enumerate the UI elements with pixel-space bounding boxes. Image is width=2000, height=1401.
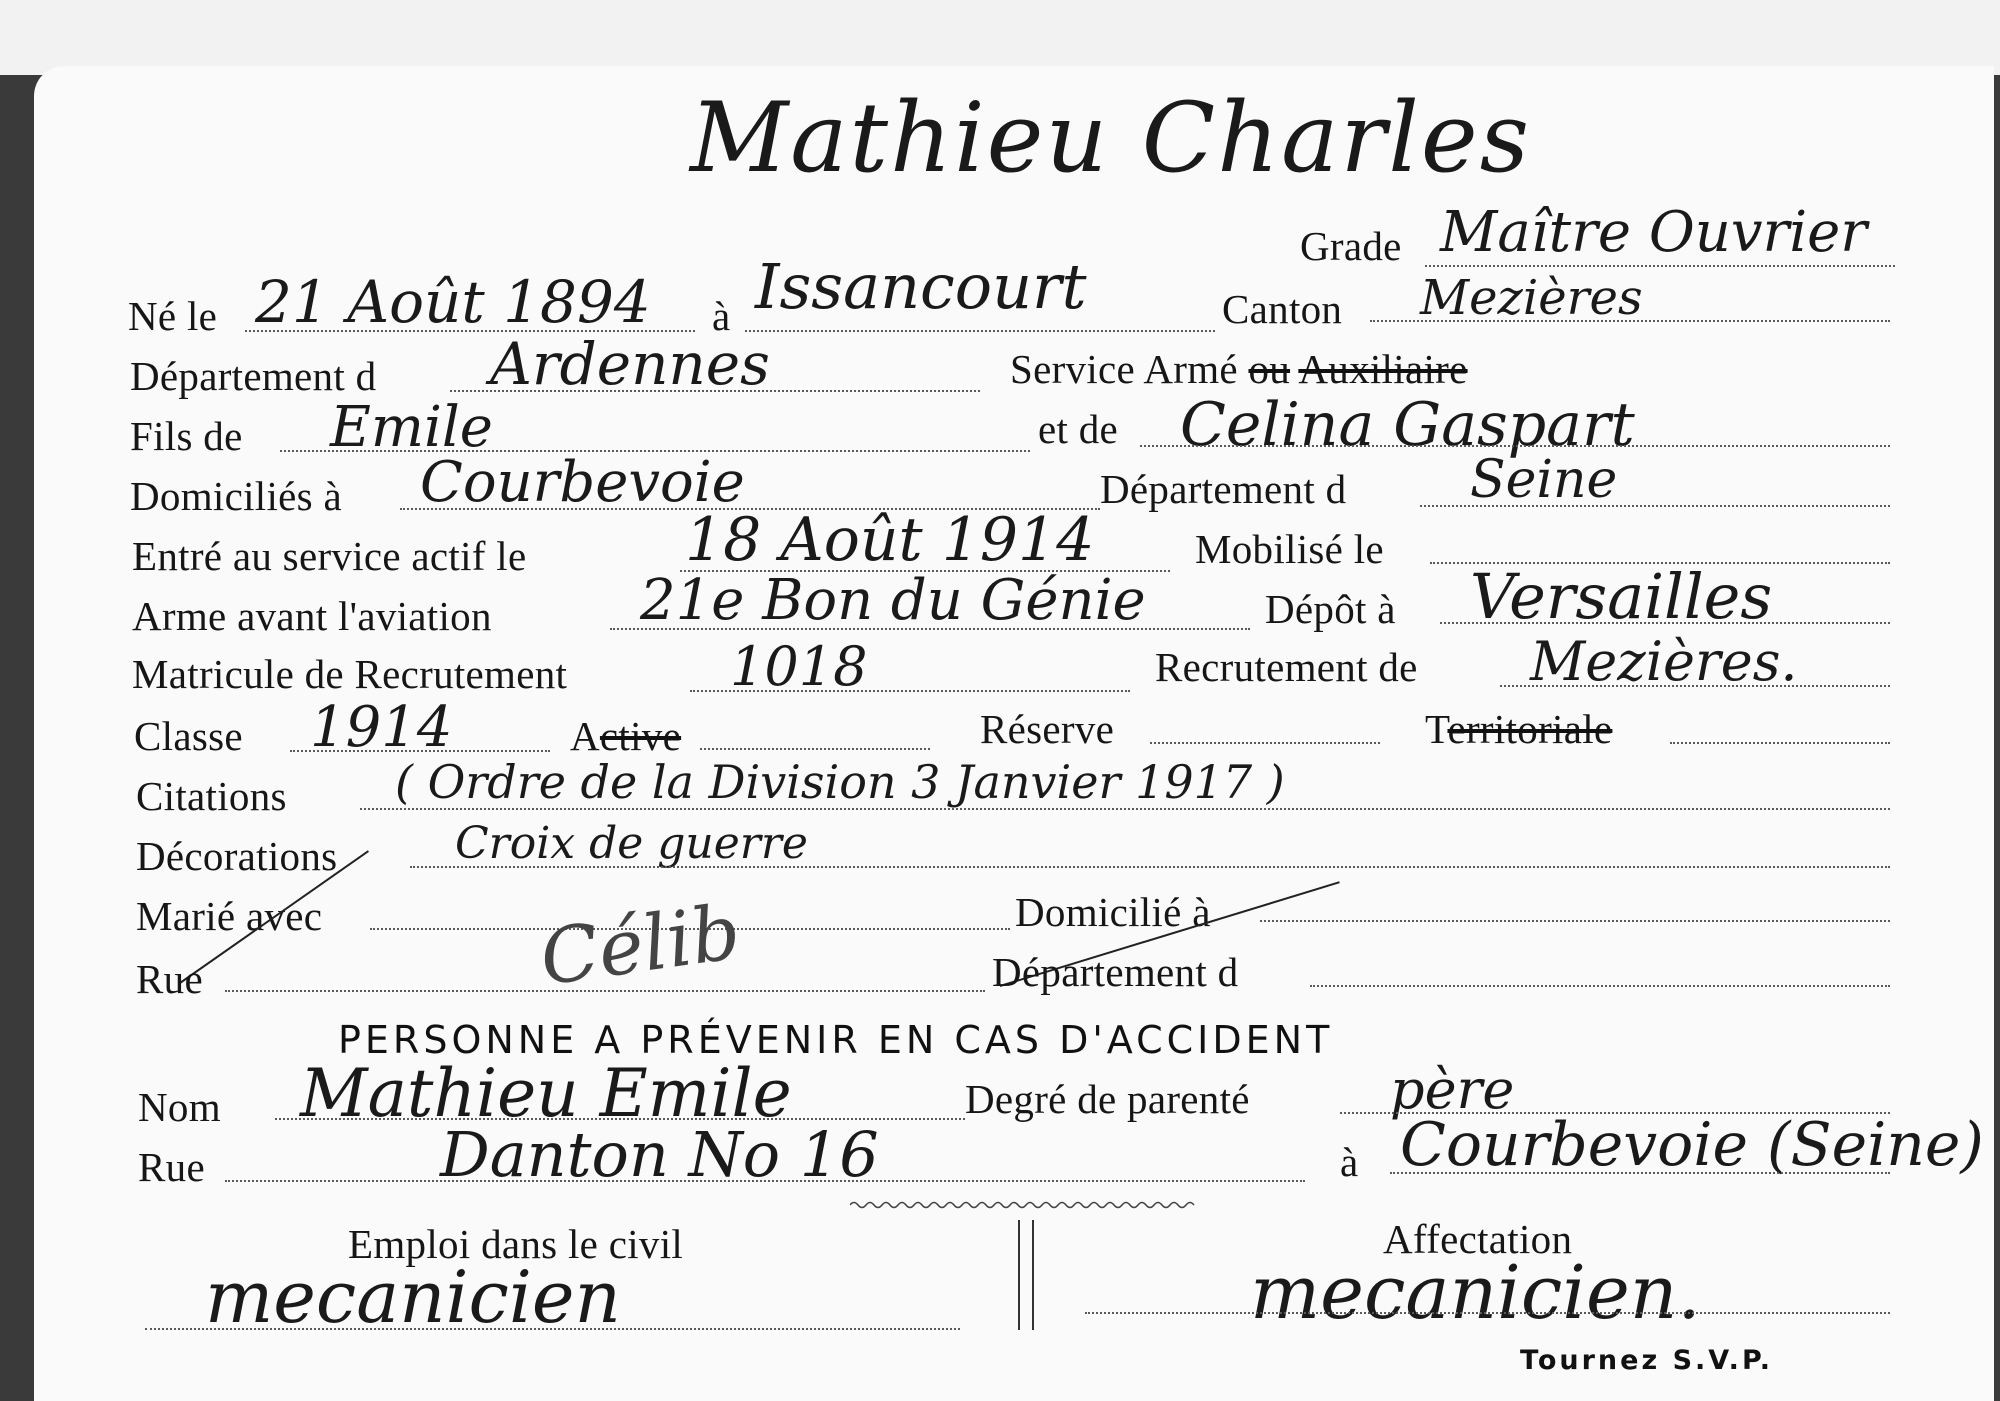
reserve-label: Réserve bbox=[980, 706, 1115, 752]
territorial-line bbox=[1670, 742, 1890, 744]
citations-line bbox=[360, 808, 1890, 810]
contact-name-label: Nom bbox=[138, 1084, 221, 1130]
mother-value-text: Celina Gaspart bbox=[1180, 390, 1635, 460]
depot-line bbox=[1440, 622, 1890, 624]
depot-value: Versailles bbox=[1470, 560, 1773, 633]
arm-value: 21e Bon du Génie bbox=[640, 568, 1146, 633]
registration-value: 1018 bbox=[730, 635, 868, 698]
canton-line bbox=[1370, 320, 1890, 322]
wavy-separator bbox=[850, 1200, 1195, 1210]
married-label: Marié avec bbox=[136, 893, 323, 939]
active-letter: A bbox=[570, 713, 600, 759]
territorial-label bbox=[1425, 705, 1612, 753]
decorations-label: Décorations bbox=[136, 833, 338, 879]
department3-label: Département d bbox=[992, 949, 1239, 995]
contact-street-label: Rue bbox=[138, 1144, 205, 1190]
scan-background bbox=[0, 0, 2000, 75]
relation-label: Degré de parenté bbox=[965, 1076, 1250, 1122]
recruitment-value: Mezières. bbox=[1530, 630, 1798, 693]
domiciled-label: Domicilié à bbox=[1015, 889, 1211, 935]
service-arme-label: Service Armé bbox=[1010, 346, 1238, 392]
department2-line bbox=[1420, 505, 1890, 507]
father-value: Emile bbox=[330, 395, 493, 460]
assignment-label: Affectation bbox=[1383, 1216, 1573, 1262]
canton-value: Mezières bbox=[1420, 270, 1643, 326]
residence-label: Domiciliés à bbox=[130, 473, 342, 519]
contact-street-line bbox=[225, 1180, 1305, 1182]
turn-over-note: Tournez S.V.P. bbox=[1520, 1345, 1774, 1376]
active-struck: ctive bbox=[599, 713, 682, 759]
grade-label: Grade bbox=[1300, 223, 1402, 269]
column-divider-left bbox=[1018, 1220, 1020, 1330]
active-label bbox=[570, 712, 681, 760]
street-label: Rue bbox=[136, 956, 203, 1002]
citations-label: Citations bbox=[136, 773, 287, 819]
registration-line bbox=[690, 690, 1130, 692]
recruitment-line bbox=[1500, 685, 1890, 687]
street-line bbox=[225, 990, 985, 992]
contact-town-line bbox=[1390, 1172, 1890, 1174]
contact-town-value: Courbevoie (Seine) bbox=[1400, 1110, 1984, 1180]
contact-town-label: à bbox=[1340, 1139, 1359, 1185]
class-line bbox=[290, 750, 550, 752]
department-label: Département d bbox=[130, 353, 377, 399]
mother-label: et de bbox=[1038, 406, 1119, 452]
born-place-line bbox=[745, 330, 1215, 332]
father-label: Fils de bbox=[130, 413, 243, 459]
mother-line bbox=[1140, 445, 1890, 447]
relation-value: père bbox=[1390, 1058, 1515, 1121]
married-value: Célib bbox=[534, 886, 746, 1003]
service-auxiliaire-label: Auxiliaire bbox=[1298, 346, 1468, 392]
class-label: Classe bbox=[134, 713, 243, 759]
contact-name-value: Mathieu Emile bbox=[300, 1055, 792, 1132]
assignment-value: mecanicien. bbox=[1250, 1250, 1701, 1336]
arm-line bbox=[610, 628, 1250, 630]
canton-label: Canton bbox=[1222, 286, 1343, 332]
decorations-value: Croix de guerre bbox=[455, 818, 808, 869]
class-value: 1914 bbox=[310, 695, 453, 760]
grade-value: Maître Ouvrier bbox=[1440, 200, 1868, 265]
territorial-letter: T bbox=[1425, 706, 1448, 752]
born-value: 21 Août 1894 bbox=[255, 268, 651, 336]
born-label: Né le bbox=[128, 293, 218, 339]
decorations-line bbox=[410, 866, 1890, 868]
active-line bbox=[700, 748, 930, 750]
civil-job-line bbox=[145, 1328, 960, 1330]
column-divider-right bbox=[1032, 1220, 1034, 1330]
civil-job-label: Emploi dans le civil bbox=[348, 1221, 684, 1267]
born-place-label: à bbox=[712, 293, 731, 339]
department-value: Ardennes bbox=[490, 330, 770, 398]
domiciled-line bbox=[1260, 920, 1890, 922]
emergency-heading: PERSONNE A PRÉVENIR EN CAS D'ACCIDENT bbox=[338, 1018, 1334, 1062]
contact-street-value: Danton No 16 bbox=[440, 1118, 879, 1191]
department3-line bbox=[1310, 985, 1890, 987]
recruitment-label: Recrutement de bbox=[1155, 644, 1418, 690]
citations-value: ( Ordre de la Division 3 Janvier 1917 ) bbox=[395, 755, 1285, 809]
service-entry-value: 18 Août 1914 bbox=[685, 505, 1095, 575]
registration-label: Matricule de Recrutement bbox=[132, 651, 568, 697]
service-ou-label: ou bbox=[1248, 346, 1291, 392]
arm-label: Arme avant l'aviation bbox=[132, 593, 492, 639]
reserve-line bbox=[1150, 742, 1380, 744]
grade-line bbox=[1425, 265, 1895, 267]
assignment-line bbox=[1085, 1312, 1890, 1314]
territorial-struck: erritoriale bbox=[1447, 706, 1613, 752]
department-line bbox=[450, 390, 980, 392]
department2-value: Seine bbox=[1470, 450, 1618, 510]
residence-value: Courbevoie bbox=[420, 450, 745, 515]
person-name: Mathieu Charles bbox=[690, 82, 1531, 194]
born-place-value: Issancourt bbox=[755, 250, 1087, 323]
service-entry-label: Entré au service actif le bbox=[132, 533, 527, 579]
service-label bbox=[1010, 345, 1468, 393]
depot-label: Dépôt à bbox=[1265, 586, 1396, 632]
civil-job-value: mecanicien bbox=[205, 1255, 621, 1339]
department2-label: Département d bbox=[1100, 466, 1347, 512]
mobilized-label: Mobilisé le bbox=[1195, 526, 1384, 572]
